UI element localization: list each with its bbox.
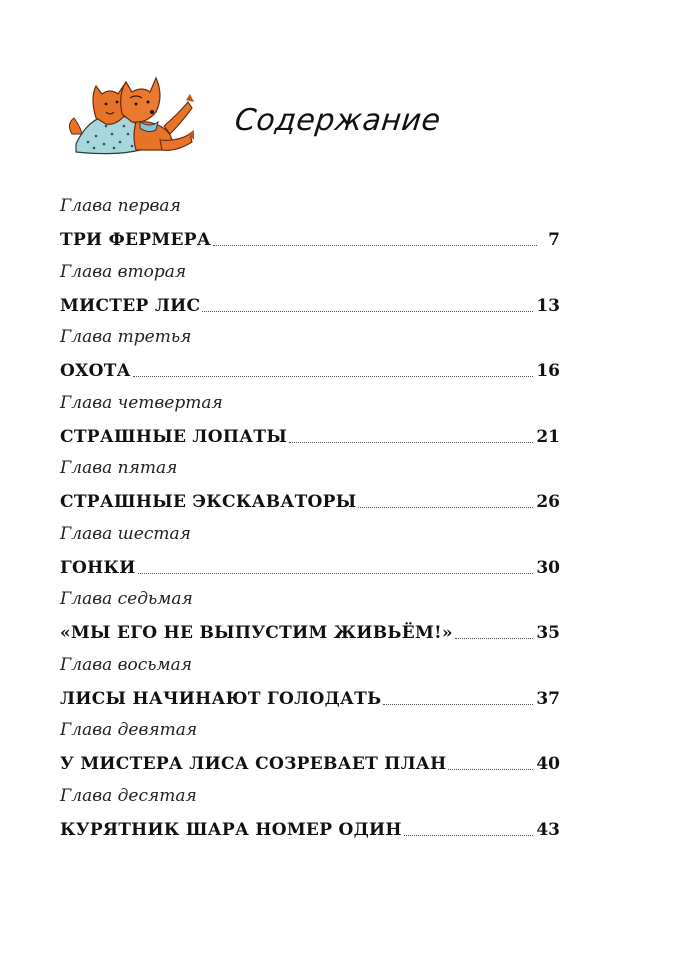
page-header xyxy=(0,0,681,170)
page-number: 21 xyxy=(536,426,560,447)
toc-entry xyxy=(60,784,560,850)
toc-entry xyxy=(60,391,560,457)
page-number: 35 xyxy=(536,623,560,643)
chapter-title: ОХОТА xyxy=(60,361,131,381)
dot-leader xyxy=(133,375,534,377)
chapter-title: КУРЯТНИК ШАРА НОМЕР ОДИН xyxy=(60,819,402,840)
chapter-number: Глава восьмая xyxy=(60,654,193,675)
dot-leader xyxy=(213,244,537,246)
chapter-title: ЛИСЫ НАЧИНАЮТ ГОЛОДАТЬ xyxy=(60,688,382,709)
toc-entry xyxy=(60,325,560,391)
chapter-title: СТРАШНЫЕ ЭКСКАВАТОРЫ xyxy=(60,492,357,512)
page-number: 26 xyxy=(536,492,560,512)
dot-leader xyxy=(448,768,533,770)
chapter-row[interactable] xyxy=(60,225,560,251)
page-number: 7 xyxy=(548,230,560,250)
chapter-number: Глава шестая xyxy=(60,523,191,544)
chapter-title: У МИСТЕРА ЛИСА СОЗРЕВАЕТ ПЛАН xyxy=(60,754,447,774)
chapter-number: Глава девятая xyxy=(60,720,198,740)
toc-entry xyxy=(60,718,560,784)
chapter-title: ТРИ ФЕРМЕРА xyxy=(60,230,211,250)
chapter-number: Глава вторая xyxy=(60,261,187,282)
fox-family-illustration xyxy=(66,64,196,156)
page-number: 30 xyxy=(536,557,560,578)
chapter-row[interactable] xyxy=(60,815,560,841)
chapter-row[interactable] xyxy=(60,684,560,710)
chapter-number: Глава первая xyxy=(60,196,181,216)
chapter-row[interactable] xyxy=(60,618,560,644)
toc-entry xyxy=(60,456,560,522)
dot-leader xyxy=(455,637,534,639)
toc-entry xyxy=(60,260,560,326)
page-number: 13 xyxy=(536,295,560,316)
chapter-number: Глава десятая xyxy=(60,785,197,806)
chapter-row[interactable] xyxy=(60,553,560,579)
page-title: Содержание xyxy=(233,103,443,138)
dot-leader xyxy=(138,572,534,574)
page-number: 43 xyxy=(536,819,560,840)
toc-entry xyxy=(60,194,560,260)
toc-entry xyxy=(60,522,560,588)
table-of-contents xyxy=(60,194,560,849)
chapter-row[interactable] xyxy=(60,291,560,317)
chapter-title: «МЫ ЕГО НЕ ВЫПУСТИМ ЖИВЬЁМ!» xyxy=(60,623,453,643)
dot-leader xyxy=(358,506,533,508)
chapter-title: ГОНКИ xyxy=(60,557,136,578)
page-number: 16 xyxy=(536,361,560,381)
chapter-title: МИСТЕР ЛИС xyxy=(60,295,201,316)
chapter-number: Глава четвертая xyxy=(60,392,223,413)
page-number: 37 xyxy=(536,688,560,709)
chapter-row[interactable] xyxy=(60,487,560,513)
chapter-row[interactable] xyxy=(60,422,560,448)
dot-leader xyxy=(383,703,533,705)
chapter-number: Глава пятая xyxy=(60,458,178,478)
dot-leader xyxy=(289,441,533,443)
page-number: 40 xyxy=(536,754,560,774)
chapter-row[interactable] xyxy=(60,356,560,382)
chapter-number: Глава седьмая xyxy=(60,589,193,609)
toc-entry xyxy=(60,653,560,719)
toc-entry xyxy=(60,587,560,653)
chapter-row[interactable] xyxy=(60,749,560,775)
dot-leader xyxy=(202,310,533,312)
dot-leader xyxy=(404,834,534,836)
chapter-title: СТРАШНЫЕ ЛОПАТЫ xyxy=(60,426,288,447)
chapter-number: Глава третья xyxy=(60,327,192,347)
